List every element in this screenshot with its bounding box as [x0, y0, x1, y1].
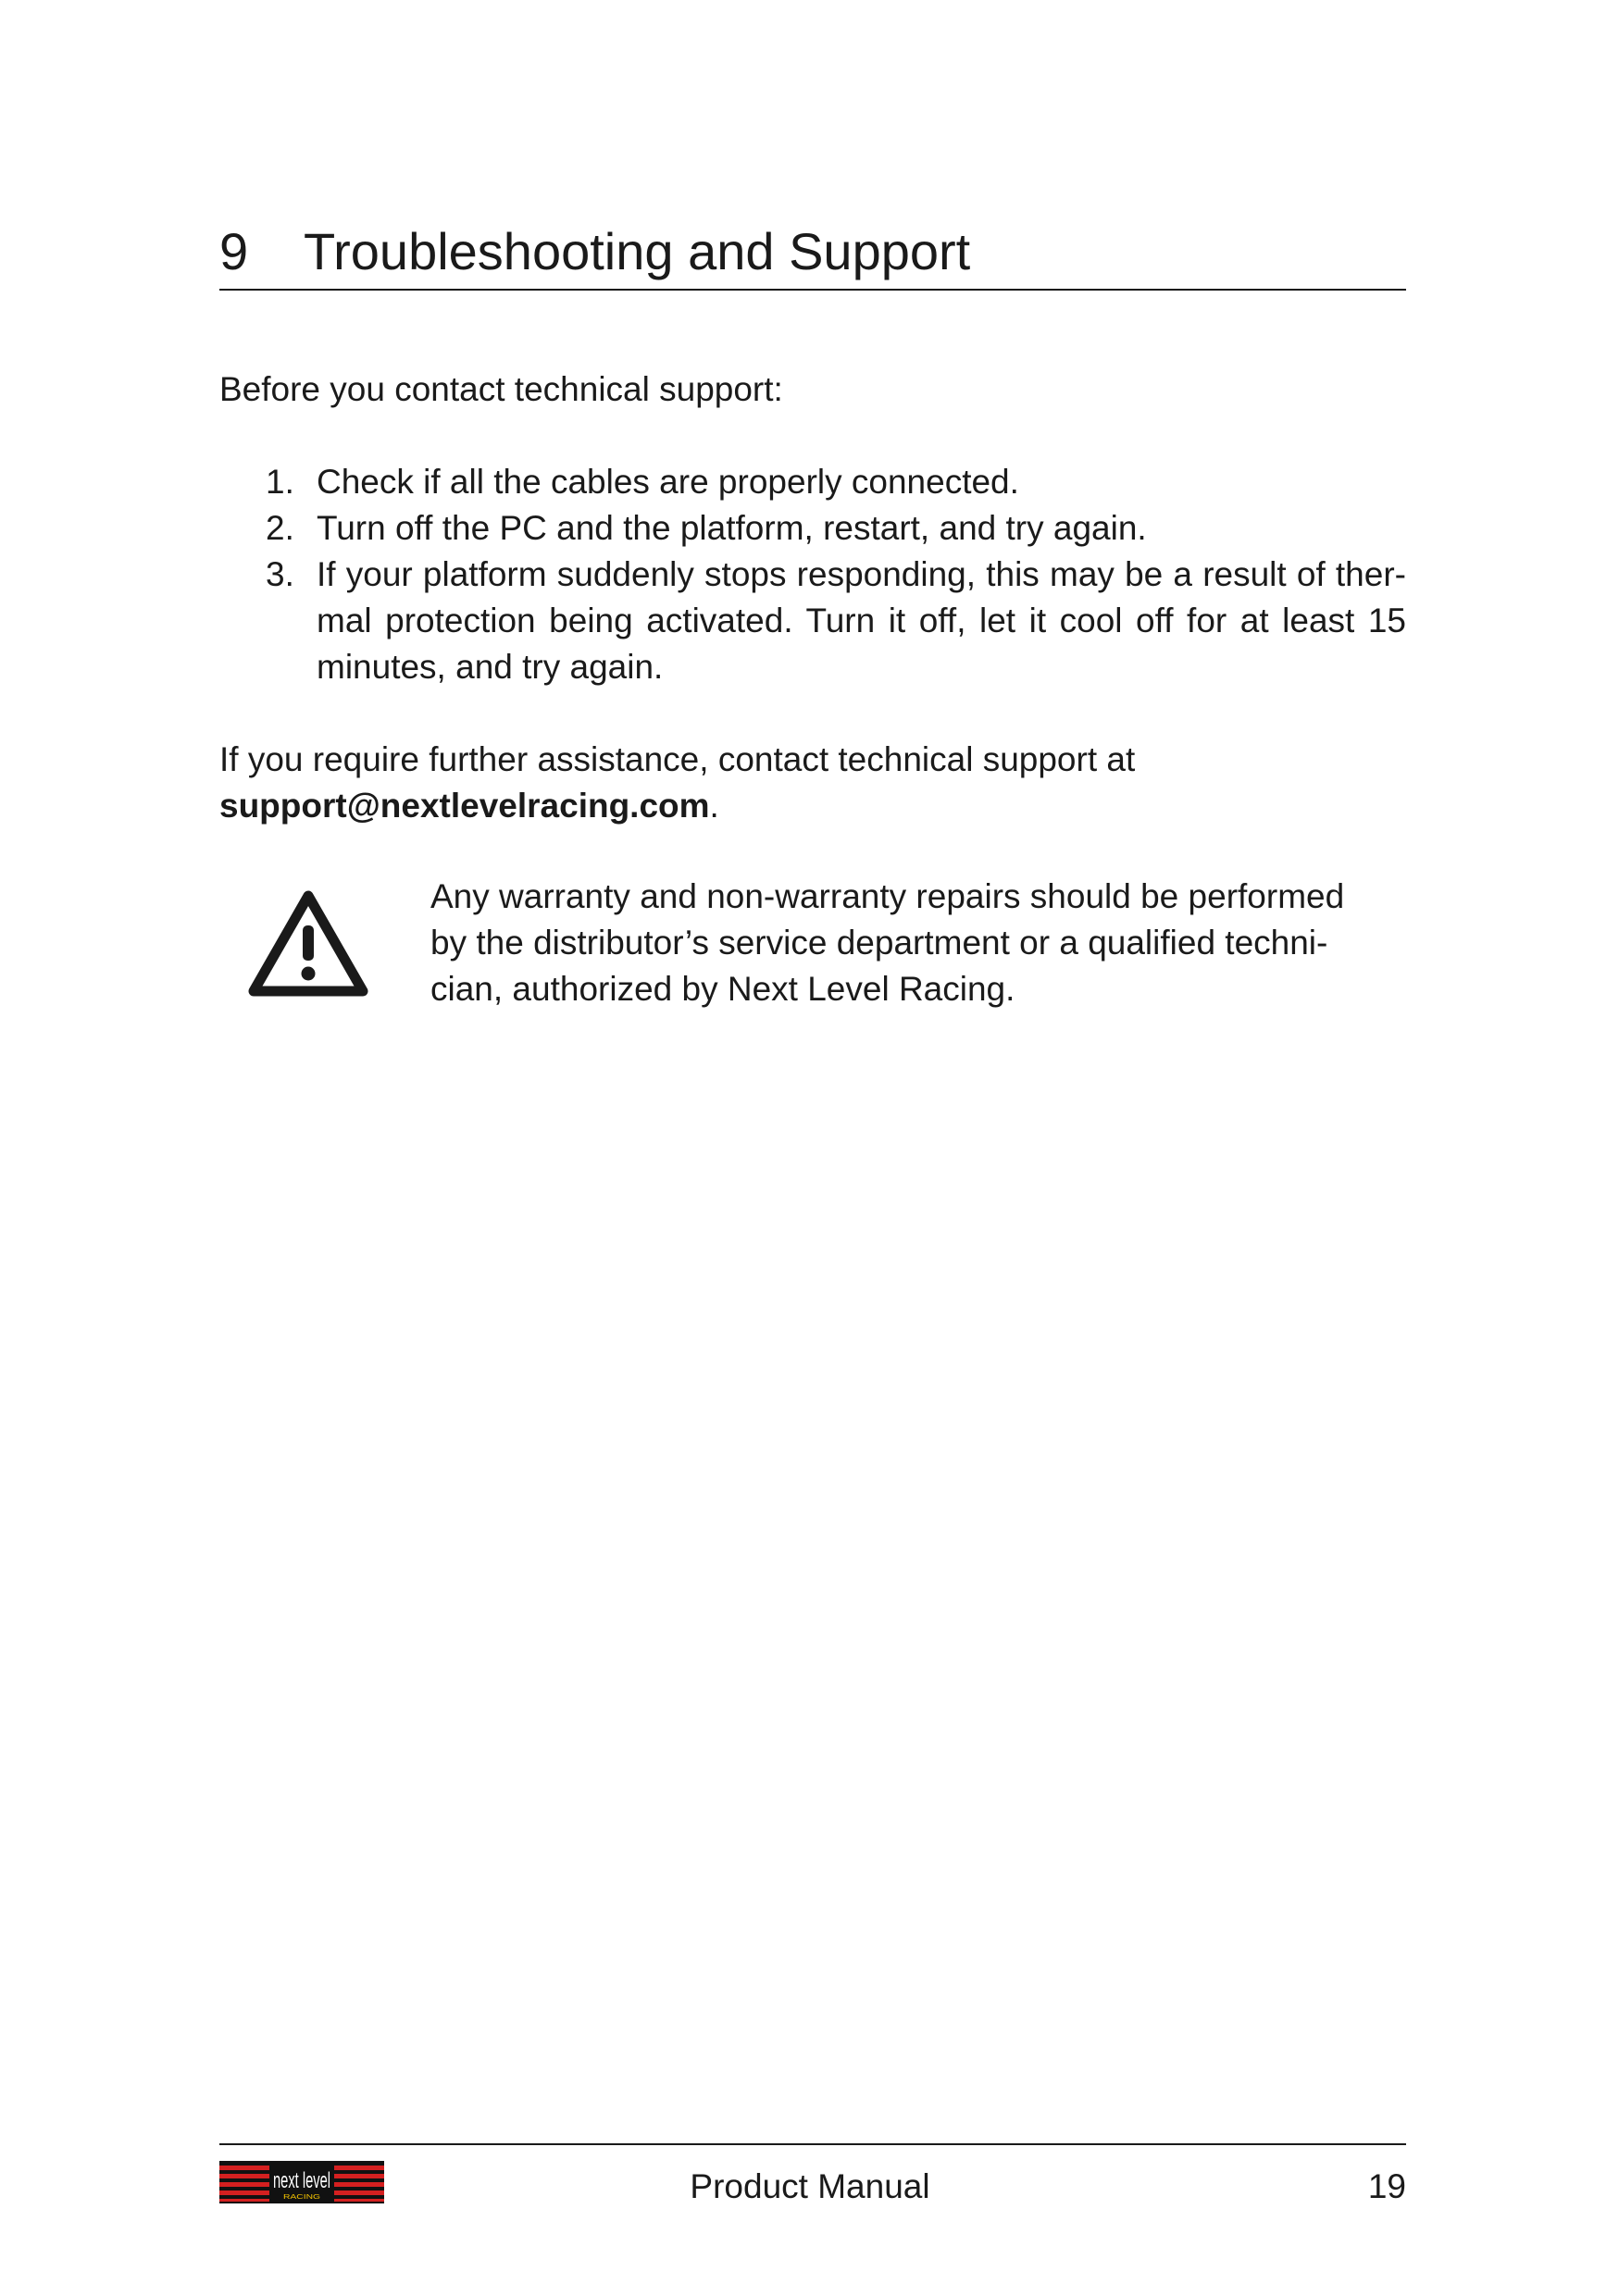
heading-rule: [219, 289, 1406, 291]
assistance-text: If you require further assistance, contact technical support at: [219, 740, 1136, 778]
next-level-racing-logo: [219, 2161, 384, 2203]
section-number: 9: [219, 222, 249, 280]
logo-subtext: RACING: [283, 2194, 320, 2201]
list-marker: 2.: [266, 509, 294, 547]
list-marker: 3.: [266, 555, 294, 593]
page-number: 19: [1367, 2167, 1406, 2205]
list-item: [219, 505, 1406, 552]
assistance-trailing: .: [709, 787, 719, 825]
section-heading: [219, 215, 1406, 289]
warning-text: Any warranty and non-warranty repairs should be performed by the distributor’s service department or a qualified technician, authorized by Next Level Racing.: [430, 877, 1345, 1008]
warning-triangle-icon: [246, 887, 370, 999]
intro-text: Before you contact technical support:: [219, 370, 783, 408]
list-item-text: If your platform suddenly stops responding, this may be a result of thermal protection being activated. Turn it off, let it cool off for at least 15 minutes, and try again.: [317, 555, 1406, 686]
footer-title: Product Manual: [690, 2167, 930, 2205]
section-title: Troubleshooting and Support: [304, 222, 971, 280]
logo-wordmark: next level: [273, 2168, 330, 2193]
troubleshooting-steps: [219, 459, 1406, 690]
support-email-link[interactable]: support@nextlevelracing.com: [219, 787, 710, 825]
list-item-text: Turn off the PC and the platform, restart, and try again.: [317, 509, 1147, 547]
list-item: [219, 552, 1406, 690]
list-item: [219, 459, 1406, 505]
assistance-paragraph: [219, 737, 1406, 829]
footer-rule: [219, 2143, 1406, 2145]
list-marker: 1.: [266, 463, 294, 501]
list-item-text: Check if all the cables are properly connected.: [317, 463, 1019, 501]
